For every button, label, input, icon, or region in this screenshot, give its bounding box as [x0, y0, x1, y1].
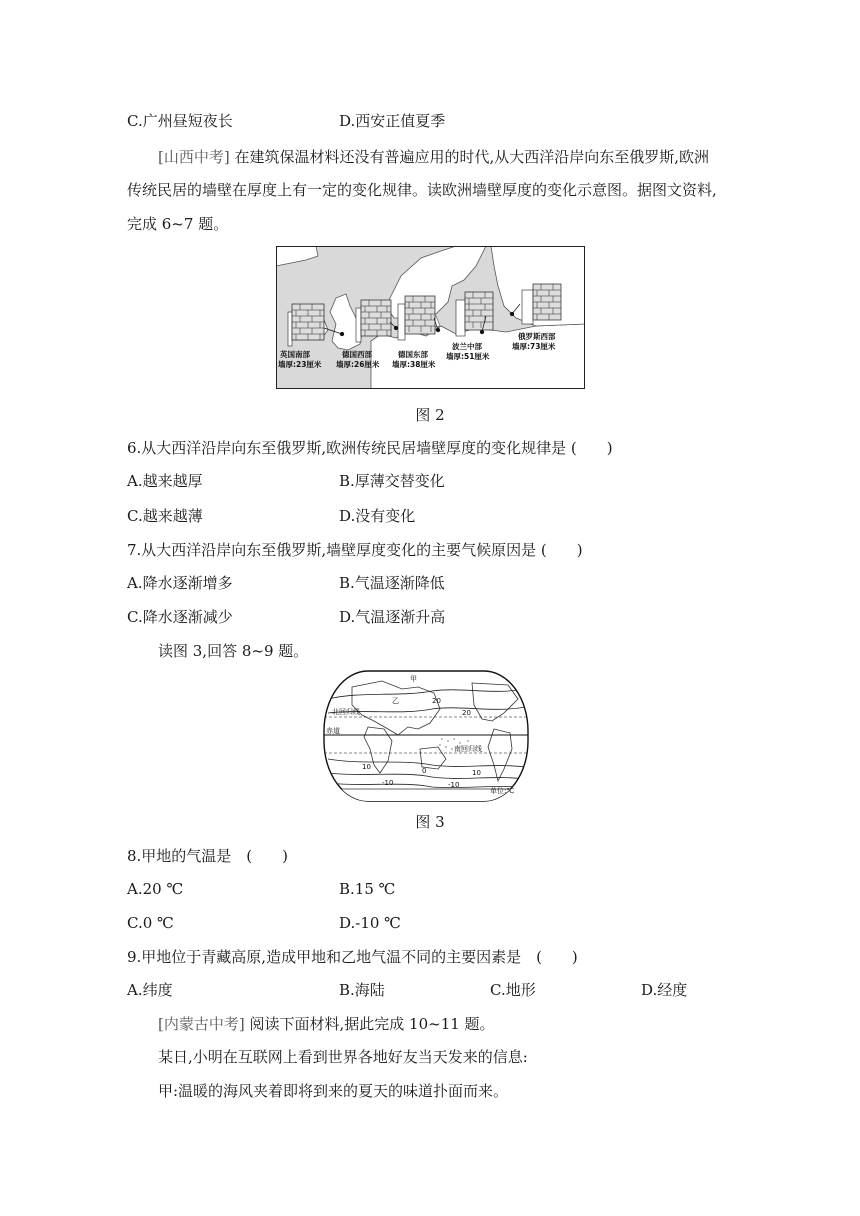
world-isotherm-map [322, 669, 530, 803]
q7-stem: 7.从大西洋沿岸向东至俄罗斯,墙壁厚度变化的主要气候原因是 ( ) [127, 541, 583, 559]
wall-label-russia-thickness: 墙厚:73厘米 [512, 342, 556, 351]
q6-option-d: D.没有变化 [339, 507, 416, 525]
isotherm-label-10b: 10 [472, 769, 481, 777]
q9-option-a: A.纬度 [127, 981, 173, 999]
wall-label-de-east-thickness: 墙厚:38厘米 [392, 360, 436, 369]
passage-line2: 甲:温暖的海风夹着即将到来的夏天的味道扑面而来。 [158, 1082, 509, 1100]
q9-option-c: C.地形 [490, 981, 536, 999]
q9-option-d: D.经度 [641, 981, 688, 999]
q7-option-b: B.气温逐渐降低 [339, 574, 445, 592]
q6-stem: 6.从大西洋沿岸向东至俄罗斯,欧洲传统民居墙壁厚度的变化规律是 ( ) [127, 439, 613, 457]
wall-label-de-east-region: 德国东部 [398, 350, 428, 359]
antarctica-landmass [342, 789, 512, 803]
source-tag: [内蒙古中考] [158, 1015, 245, 1033]
label-jia: 甲 [410, 675, 417, 683]
figure2-caption: 图 2 [415, 406, 445, 424]
isotherm-label-0: 0 [422, 767, 427, 775]
wall-label-uk-region: 英国南部 [280, 350, 310, 359]
q7-option-c: C.降水逐渐减少 [127, 608, 233, 626]
q8-stem: 8.甲地的气温是 ( ) [127, 847, 289, 865]
intro-6-7-line3: 完成 6~7 题。 [127, 215, 229, 233]
q8-option-d: D.-10 ℃ [339, 914, 401, 932]
q8-option-b: B.15 ℃ [339, 880, 396, 898]
isotherm-label-neg10b: -10 [448, 781, 460, 789]
wall-germany-west [356, 300, 391, 342]
label-yi: 乙 [392, 697, 399, 705]
isotherm-label-20a: 20 [432, 697, 441, 705]
q8-option-c: C.0 ℃ [127, 914, 174, 932]
isotherm-label-neg10a: -10 [382, 779, 394, 787]
label-unit: 单位:℃ [490, 787, 515, 795]
q7-option-d: D.气温逐渐升高 [339, 608, 446, 626]
wall-label-russia-region: 俄罗斯西部 [518, 332, 556, 341]
passage-line1: 某日,小明在互联网上看到世界各地好友当天发来的信息: [158, 1048, 528, 1066]
wall-label-de-west-thickness: 墙厚:26厘米 [336, 360, 380, 369]
intro-6-7-line1: [山西中考] 在建筑保温材料还没有普遍应用的时代,从大西洋沿岸向东至俄罗斯,欧洲 [158, 148, 710, 166]
isotherm-label-20b: 20 [462, 709, 471, 717]
wall-label-poland-region: 波兰中部 [452, 342, 482, 351]
q6-option-c: C.越来越薄 [127, 507, 203, 525]
isotherm-label-10a: 10 [362, 763, 371, 771]
wall-label-de-west-region: 德国西部 [342, 350, 372, 359]
q9-stem: 9.甲地位于青藏高原,造成甲地和乙地气温不同的主要因素是 ( ) [127, 948, 578, 966]
wall-uk [288, 304, 324, 346]
q5-option-d: D.西安正值夏季 [339, 112, 446, 130]
q5-option-c: C.广州昼短夜长 [127, 112, 233, 130]
q8-option-a: A.20 ℃ [127, 880, 184, 898]
europe-wall-map [276, 246, 585, 389]
label-tropic-south: 南回归线 [454, 745, 482, 753]
label-equator: 赤道 [326, 727, 340, 735]
source-tag: [山西中考] [158, 148, 230, 166]
q9-option-b: B.海陆 [339, 981, 385, 999]
wall-label-uk-thickness: 墙厚:23厘米 [278, 360, 322, 369]
label-tropic-north: 北回归线 [332, 708, 360, 716]
intro-10-11: [内蒙古中考] 阅读下面材料,据此完成 10~11 题。 [158, 1015, 495, 1033]
q6-option-b: B.厚薄交替变化 [339, 472, 445, 490]
intro-6-7-line2: 传统民居的墙壁在厚度上有一定的变化规律。读欧洲墙壁厚度的变化示意图。据图文资料, [127, 181, 717, 199]
wall-russia [522, 284, 561, 324]
q6-option-a: A.越来越厚 [127, 472, 203, 490]
figure3-caption: 图 3 [415, 813, 445, 831]
intro-8-9: 读图 3,回答 8~9 题。 [158, 642, 309, 660]
q7-option-a: A.降水逐渐增多 [127, 574, 233, 592]
wall-label-poland-thickness: 墙厚:51厘米 [446, 352, 490, 361]
